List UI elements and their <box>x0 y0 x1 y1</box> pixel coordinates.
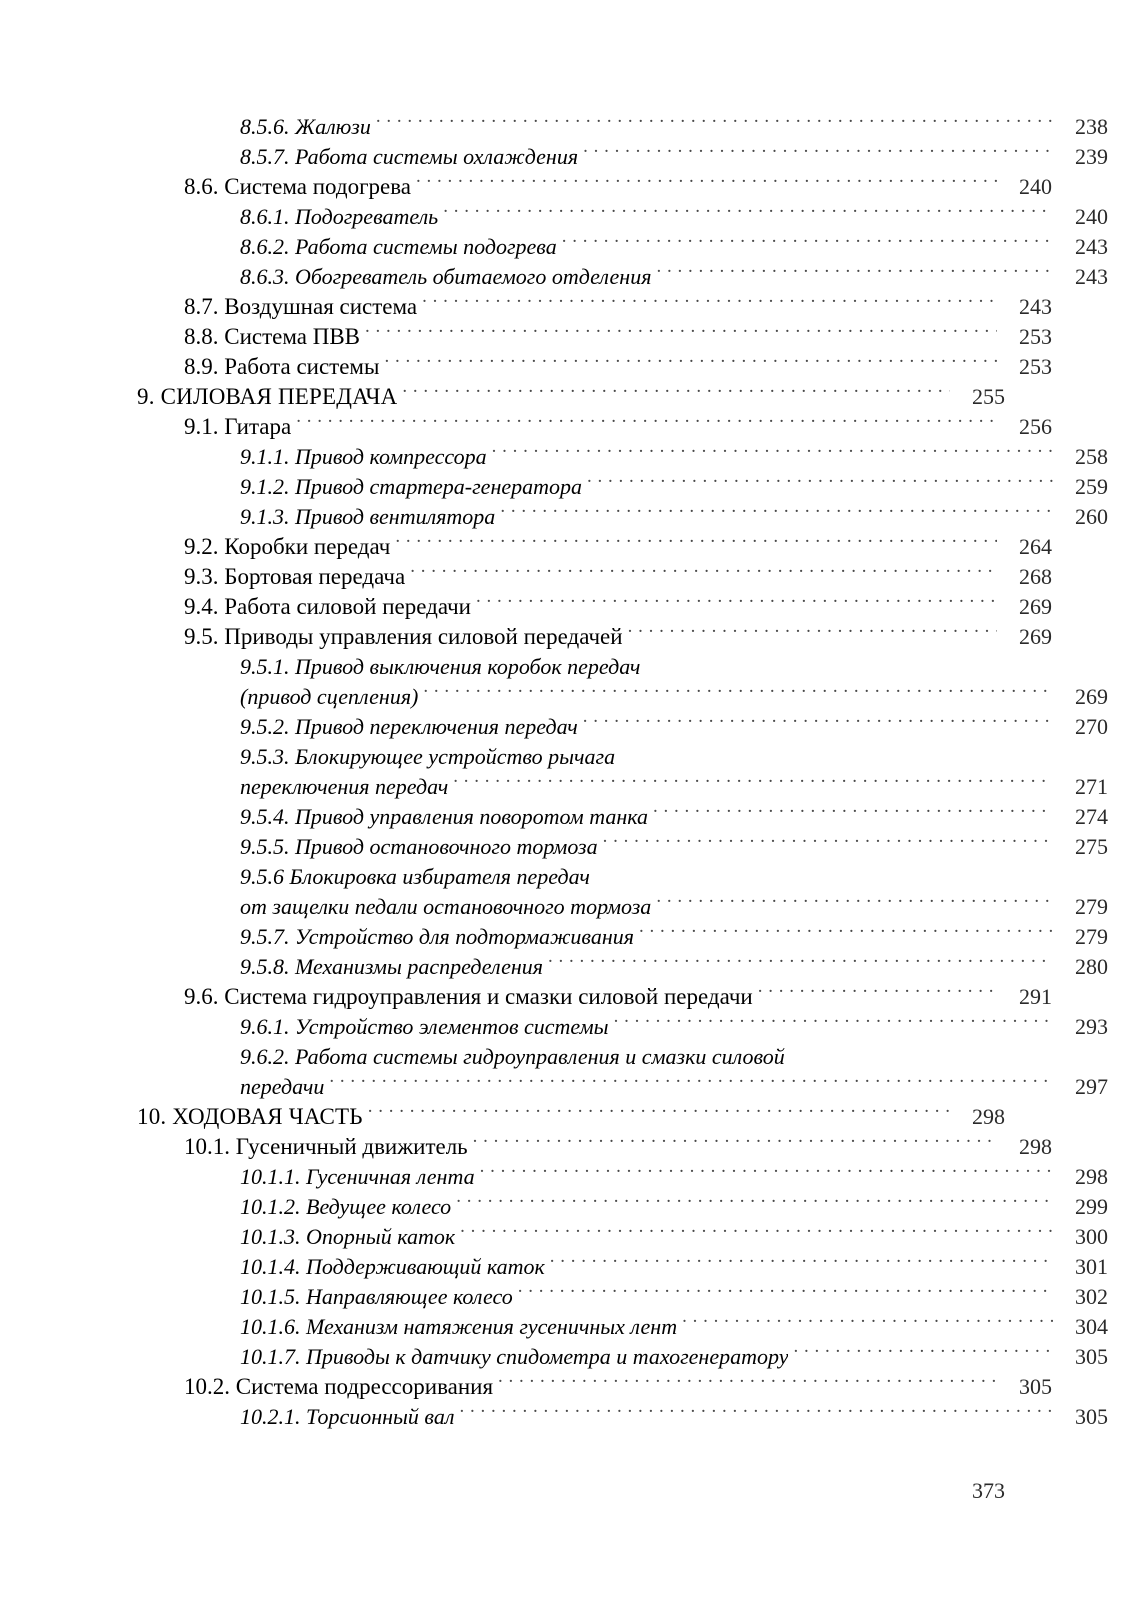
toc-entry[interactable] <box>240 262 1108 292</box>
toc-entry-page-number: 260 <box>1075 504 1108 529</box>
toc-entry-page-number: 299 <box>1075 1194 1108 1219</box>
toc-leader-dots <box>583 148 1053 164</box>
toc-entry-title: 9.5.8. Механизмы распределения <box>240 954 543 979</box>
toc-entry[interactable] <box>240 682 1108 712</box>
toc-entry-page-number: 298 <box>1019 1134 1052 1159</box>
toc-leader-dots <box>376 118 1053 134</box>
toc-leader-dots <box>329 1078 1053 1094</box>
toc-entry-title: (привод сцепления) <box>240 684 419 709</box>
toc-leader-dots <box>628 628 997 644</box>
toc-leader-dots <box>645 658 1053 674</box>
toc-leader-dots <box>453 778 1053 794</box>
toc-entry[interactable] <box>240 1042 1108 1072</box>
toc-entry-title: 9.1.1. Привод компрессора <box>240 444 487 469</box>
toc-entry-page-number: 291 <box>1019 984 1052 1009</box>
toc-entry-title: 9.5. Приводы управления силовой передачей <box>184 624 623 649</box>
toc-leader-dots <box>595 868 1053 884</box>
toc-entry-page-number: 274 <box>1075 804 1108 829</box>
toc-entry-title: 8.6.1. Подогреватель <box>240 204 439 229</box>
toc-entry-page-number: 271 <box>1075 774 1108 799</box>
toc-entry[interactable] <box>240 142 1108 172</box>
toc-entry[interactable] <box>240 1312 1108 1342</box>
toc-entry[interactable] <box>240 1072 1108 1102</box>
toc-entry-title: 9.1.2. Привод стартера-генератора <box>240 474 583 499</box>
toc-entry-page-number: 243 <box>1075 264 1108 289</box>
toc-entry[interactable] <box>240 472 1108 502</box>
toc-entry-title: 9.5.5. Привод остановочного тормоза <box>240 834 598 859</box>
toc-leader-dots <box>368 1108 950 1124</box>
toc-leader-dots <box>365 328 997 344</box>
toc-entry-title: 9.5.3. Блокирующее устройство рычага <box>240 744 616 769</box>
toc-leader-dots <box>480 1168 1053 1184</box>
toc-entry-page-number: 243 <box>1075 234 1108 259</box>
toc-entry[interactable] <box>240 442 1108 472</box>
toc-leader-dots <box>548 958 1053 974</box>
toc-entry-title: 10.1.3. Опорный каток <box>240 1224 456 1249</box>
toc-entry-page-number: 305 <box>1075 1404 1108 1429</box>
toc-leader-dots <box>550 1258 1053 1274</box>
toc-entry-page-number: 305 <box>1075 1344 1108 1369</box>
toc-entry-title: от защелки педали остановочного тормоза <box>240 894 652 919</box>
toc-leader-dots <box>423 688 1053 704</box>
toc-leader-dots <box>422 298 997 314</box>
toc-entry[interactable] <box>184 1372 1052 1402</box>
toc-entry-page-number: 264 <box>1019 534 1052 559</box>
toc-entry-title: 8.8. Система ПВВ <box>184 324 361 349</box>
toc-entry-title: 8.5.7. Работа системы охлаждения <box>240 144 579 169</box>
toc-leader-dots <box>384 358 997 374</box>
toc-entry-page-number: 304 <box>1075 1314 1108 1339</box>
toc-entry-title: 8.9. Работа системы <box>184 354 380 379</box>
toc-entry-title: 10.1.1. Гусеничная лента <box>240 1164 475 1189</box>
toc-leader-dots <box>410 568 997 584</box>
toc-entry[interactable] <box>240 772 1108 802</box>
table-of-contents-list <box>137 112 1108 1432</box>
toc-entry-title: 10.1.7. Приводы к датчику спидометра и тахогенератору <box>240 1344 789 1369</box>
toc-leader-dots <box>656 268 1053 284</box>
toc-entry-title: 8.6.3. Обогреватель обитаемого отделения <box>240 264 652 289</box>
toc-entry-page-number: 279 <box>1075 924 1108 949</box>
toc-entry-page-number: 256 <box>1019 414 1052 439</box>
toc-entry-title: 9.2. Коробки передач <box>184 534 391 559</box>
toc-entry[interactable] <box>240 742 1108 772</box>
toc-entry[interactable] <box>240 652 1108 682</box>
toc-entry[interactable] <box>240 922 1108 952</box>
toc-entry-title: 9.6.2. Работа системы гидроуправления и смазки силовой <box>240 1044 785 1069</box>
toc-entry-page-number: 243 <box>1019 294 1052 319</box>
toc-entry-title: 9.6. Система гидроуправления и смазки силовой передачи <box>184 984 753 1009</box>
toc-entry[interactable] <box>240 1162 1108 1192</box>
toc-entry[interactable] <box>184 292 1052 322</box>
toc-leader-dots <box>416 178 997 194</box>
page-folio-number: 373 <box>972 1478 1005 1503</box>
toc-entry-page-number: 255 <box>972 384 1005 409</box>
toc-entry[interactable] <box>240 712 1108 742</box>
toc-entry[interactable] <box>240 952 1108 982</box>
toc-leader-dots <box>639 928 1053 944</box>
toc-entry-page-number: 279 <box>1075 894 1108 919</box>
toc-entry[interactable] <box>184 412 1052 442</box>
toc-leader-dots <box>460 1228 1053 1244</box>
toc-leader-dots <box>653 808 1053 824</box>
toc-entry-title: 10.1.5. Направляющее колесо <box>240 1284 513 1309</box>
toc-entry[interactable] <box>240 1252 1108 1282</box>
toc-entry-page-number: 253 <box>1019 354 1052 379</box>
toc-entry-title: 10.1.4. Поддерживающий каток <box>240 1254 545 1279</box>
toc-entry[interactable] <box>240 832 1108 862</box>
toc-entry-page-number: 269 <box>1019 624 1052 649</box>
toc-entry[interactable] <box>240 1402 1108 1432</box>
toc-leader-dots <box>583 718 1053 734</box>
toc-entry-page-number: 269 <box>1019 594 1052 619</box>
toc-entry[interactable] <box>240 892 1108 922</box>
toc-leader-dots <box>473 1138 997 1154</box>
toc-leader-dots <box>562 238 1053 254</box>
toc-entry[interactable] <box>184 532 1052 562</box>
toc-entry[interactable] <box>240 862 1108 892</box>
toc-entry-title: 9.3. Бортовая передача <box>184 564 406 589</box>
toc-entry-title: 10.1. Гусеничный движитель <box>184 1134 468 1159</box>
toc-entry-page-number: 253 <box>1019 324 1052 349</box>
toc-entry-title: 10.2. Система подрессоривания <box>184 1374 494 1399</box>
toc-entry-title: 10.1.6. Механизм натяжения гусеничных лент <box>240 1314 678 1339</box>
toc-leader-dots <box>296 418 997 434</box>
toc-entry[interactable] <box>137 382 1005 412</box>
toc-leader-dots <box>476 598 997 614</box>
toc-entry[interactable] <box>240 1342 1108 1372</box>
toc-leader-dots <box>500 508 1053 524</box>
toc-entry[interactable] <box>184 562 1052 592</box>
toc-entry-title: 10.2.1. Торсионный вал <box>240 1404 455 1429</box>
toc-entry-page-number: 268 <box>1019 564 1052 589</box>
toc-entry-page-number: 280 <box>1075 954 1108 979</box>
toc-leader-dots <box>793 1348 1053 1364</box>
toc-leader-dots <box>498 1378 997 1394</box>
toc-leader-dots <box>614 1018 1053 1034</box>
toc-leader-dots <box>758 988 997 1004</box>
toc-entry-page-number: 239 <box>1075 144 1108 169</box>
toc-entry-page-number: 259 <box>1075 474 1108 499</box>
toc-leader-dots <box>518 1288 1053 1304</box>
toc-entry-page-number: 305 <box>1019 1374 1052 1399</box>
toc-entry[interactable] <box>184 322 1052 352</box>
toc-entry-page-number: 301 <box>1075 1254 1108 1279</box>
toc-entry[interactable] <box>240 1012 1108 1042</box>
toc-entry-title: 9.1.3. Привод вентилятора <box>240 504 496 529</box>
toc-entry[interactable] <box>184 352 1052 382</box>
toc-entry-page-number: 300 <box>1075 1224 1108 1249</box>
toc-entry-page-number: 269 <box>1075 684 1108 709</box>
toc-entry-page-number: 240 <box>1075 204 1108 229</box>
toc-entry[interactable] <box>184 1132 1052 1162</box>
toc-entry-title: 9.5.6 Блокировка избирателя передач <box>240 864 590 889</box>
toc-entry-page-number: 275 <box>1075 834 1108 859</box>
toc-entry[interactable] <box>240 1282 1108 1312</box>
toc-leader-dots <box>492 448 1053 464</box>
toc-leader-dots <box>620 748 1053 764</box>
toc-entry[interactable] <box>137 1102 1005 1132</box>
toc-entry[interactable] <box>240 232 1108 262</box>
toc-entry[interactable] <box>240 112 1108 142</box>
toc-entry-page-number: 258 <box>1075 444 1108 469</box>
toc-entry[interactable] <box>240 502 1108 532</box>
toc-entry[interactable] <box>184 622 1052 652</box>
toc-leader-dots <box>656 898 1053 914</box>
toc-entry-page-number: 270 <box>1075 714 1108 739</box>
toc-leader-dots <box>402 388 950 404</box>
toc-entry-title: 8.6. Система подогрева <box>184 174 411 199</box>
toc-entry-title: 9.1. Гитара <box>184 414 292 439</box>
toc-entry-title: 9.6.1. Устройство элементов системы <box>240 1014 609 1039</box>
toc-leader-dots <box>443 208 1053 224</box>
toc-entry-title: 9.5.1. Привод выключения коробок передач <box>240 654 641 679</box>
toc-entry-title: 9.5.7. Устройство для подтормаживания <box>240 924 634 949</box>
toc-entry-title: передачи <box>240 1074 325 1099</box>
toc-entry-title: 8.6.2. Работа системы подогрева <box>240 234 557 259</box>
toc-entry-title: переключения передач <box>240 774 449 799</box>
toc-leader-dots <box>603 838 1053 854</box>
toc-entry-page-number: 238 <box>1075 114 1108 139</box>
toc-entry[interactable] <box>240 802 1108 832</box>
toc-entry[interactable] <box>240 1222 1108 1252</box>
toc-entry-title: 9.4. Работа силовой передачи <box>184 594 471 619</box>
toc-entry-page-number: 298 <box>972 1104 1005 1129</box>
toc-entry[interactable] <box>240 202 1108 232</box>
toc-entry-title: 9.5.4. Привод управления поворотом танка <box>240 804 649 829</box>
toc-leader-dots <box>790 1048 1053 1064</box>
toc-entry[interactable] <box>240 1192 1108 1222</box>
toc-entry-page-number: 240 <box>1019 174 1052 199</box>
toc-entry-title: 8.5.6. Жалюзи <box>240 114 371 139</box>
toc-entry-title: 10.1.2. Ведущее колесо <box>240 1194 452 1219</box>
toc-leader-dots <box>395 538 997 554</box>
toc-entry-title: 8.7. Воздушная система <box>184 294 418 319</box>
toc-entry-page-number: 298 <box>1075 1164 1108 1189</box>
toc-entry[interactable] <box>184 592 1052 622</box>
toc-leader-dots <box>456 1198 1053 1214</box>
toc-entry-page-number: 297 <box>1075 1074 1108 1099</box>
toc-entry-title: 9. СИЛОВАЯ ПЕРЕДАЧА <box>137 384 398 409</box>
toc-entry-page-number: 293 <box>1075 1014 1108 1039</box>
toc-entry-page-number: 302 <box>1075 1284 1108 1309</box>
toc-leader-dots <box>459 1408 1053 1424</box>
toc-entry-title: 9.5.2. Привод переключения передач <box>240 714 578 739</box>
toc-leader-dots <box>587 478 1053 494</box>
toc-entry-title: 10. ХОДОВАЯ ЧАСТЬ <box>137 1104 363 1129</box>
toc-leader-dots <box>682 1318 1053 1334</box>
toc-entry[interactable] <box>184 982 1052 1012</box>
toc-entry[interactable] <box>184 172 1052 202</box>
